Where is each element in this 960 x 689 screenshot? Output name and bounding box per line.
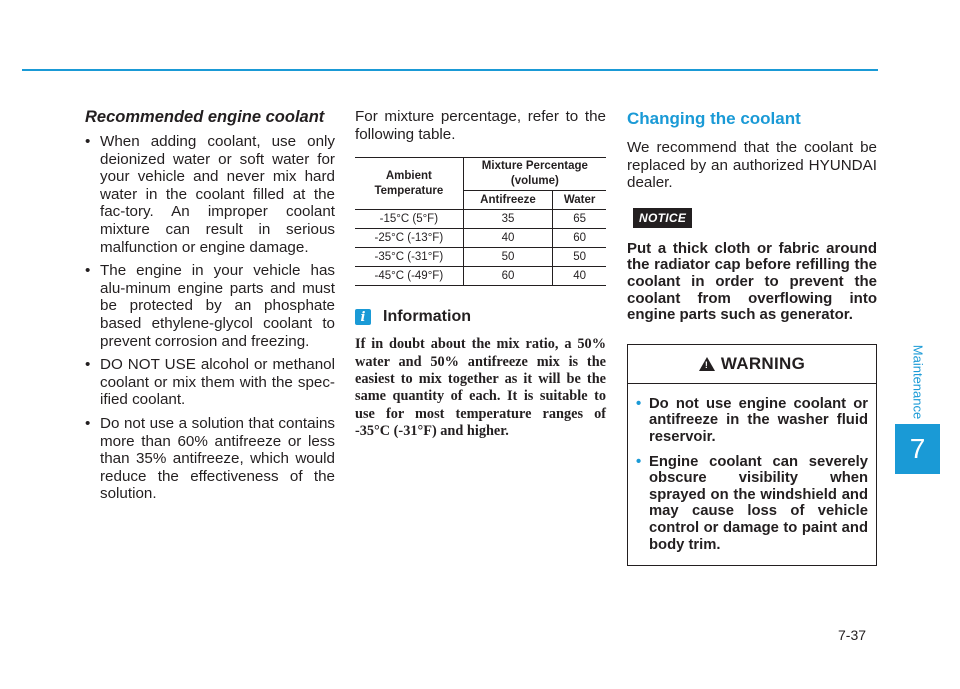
- bullet-item: • Do not use a solution that contains more than 60% antifreeze or less than 35% antifreeze, which would reduce the effectiveness of the solution.: [85, 415, 335, 503]
- cell-antifreeze: 35: [463, 210, 553, 229]
- warning-list: [628, 384, 876, 565]
- notice-text: Put a thick cloth or fabric around the radiator cap before refilling the coolant in order to prevent the coolant from overflowing into engine parts such as generator.: [627, 239, 877, 324]
- table-row: [355, 267, 606, 286]
- notice-badge: NOTICE: [633, 208, 692, 228]
- mixture-intro: For mixture percentage, refer to the following table.: [355, 108, 606, 143]
- cell-temperature: -45°C (-49°F): [355, 267, 463, 286]
- warning-label: WARNING: [720, 353, 806, 373]
- changing-coolant-text: We recommend that the coolant be replaced by an authorized HYUNDAI dealer.: [627, 139, 877, 192]
- information-text: If in doubt about the mix ratio, a 50% water and 50% antifreeze mix is the easiest to mix together as it will be the same quantity of each. It is suitable to use for most temperature ranges of -35°C (-31°F) and higher.: [355, 336, 606, 440]
- bullet-item: • When adding coolant, use only deionized water or soft water for your vehicle and never mix hard water in the coolant filled at the fac-tory. An improper coolant mixture can result in serious malfunction or engine damage.: [85, 133, 335, 256]
- coolant-heading: Recommended engine coolant: [85, 108, 325, 126]
- middle-column: [355, 108, 606, 441]
- bullet-item: • DO NOT USE alcohol or methanol coolant or mix them with the spec-ified coolant.: [85, 356, 335, 409]
- header-antifreeze: Antifreeze: [463, 191, 553, 210]
- warning-item: • Do not use engine coolant or antifreeze in the washer fluid reservoir.: [636, 396, 868, 446]
- cell-antifreeze: 60: [463, 267, 553, 286]
- cell-temperature: -35°C (-31°F): [355, 248, 463, 267]
- table-row: [355, 248, 606, 267]
- table-row: [355, 210, 606, 229]
- table-row: [355, 229, 606, 248]
- cell-antifreeze: 40: [463, 229, 553, 248]
- coolant-bullets: [85, 133, 335, 503]
- information-title: Information: [383, 308, 471, 326]
- changing-coolant-heading: Changing the coolant: [627, 109, 801, 128]
- right-column: [627, 108, 877, 566]
- header-water: Water: [553, 191, 606, 210]
- cell-water: 40: [553, 267, 606, 286]
- chapter-tab: 7: [895, 424, 940, 474]
- warning-header: [628, 345, 876, 384]
- cell-temperature: -15°C (5°F): [355, 210, 463, 229]
- cell-temperature: -25°C (-13°F): [355, 229, 463, 248]
- information-header: [355, 308, 606, 326]
- warning-box: [627, 344, 877, 566]
- cell-water: 50: [553, 248, 606, 267]
- left-column: [85, 108, 335, 509]
- cell-water: 65: [553, 210, 606, 229]
- header-mixture: Mixture Percentage (volume): [463, 158, 606, 191]
- info-icon: i: [355, 309, 371, 325]
- bullet-item: • The engine in your vehicle has alu-minum engine parts and must be protected by an phosphate based ethylene-glycol coolant to prevent corrosion and freezing.: [85, 262, 335, 350]
- warning-icon: !: [699, 357, 715, 371]
- section-label: Maintenance: [910, 344, 926, 420]
- page-number: 7-37: [838, 627, 867, 643]
- warning-item: • Engine coolant can severely obscure visibility when sprayed on the windshield and may cause loss of vehicle control or damage to paint and body trim.: [636, 454, 868, 554]
- mixture-table: [355, 157, 606, 286]
- header-rule: [22, 69, 878, 71]
- header-ambient: Ambient Temperature: [355, 158, 463, 210]
- cell-water: 60: [553, 229, 606, 248]
- cell-antifreeze: 50: [463, 248, 553, 267]
